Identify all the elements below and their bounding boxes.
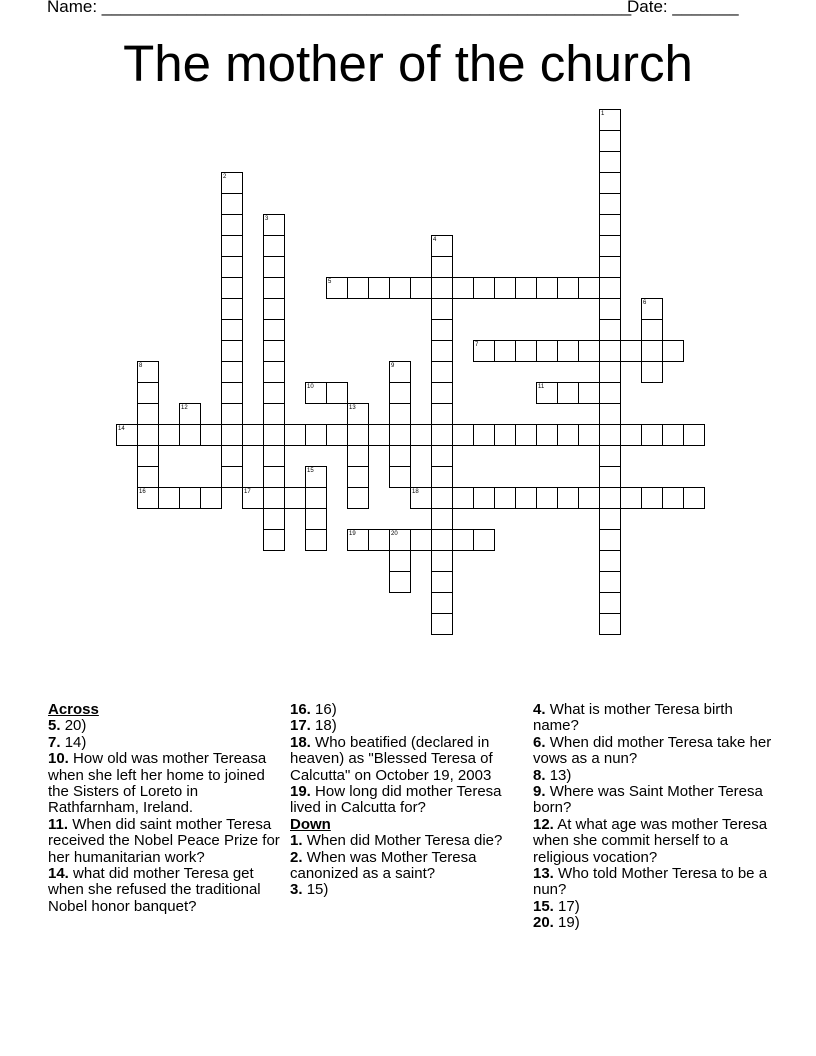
clue-down-15: 15. 17) xyxy=(533,897,580,915)
grid-cell[interactable] xyxy=(389,550,411,572)
grid-cell[interactable] xyxy=(662,340,684,362)
page-title: The mother of the church xyxy=(123,35,693,92)
grid-cell[interactable] xyxy=(221,340,243,362)
grid-cell[interactable] xyxy=(599,172,621,194)
grid-cell[interactable] xyxy=(326,424,348,446)
grid-cell[interactable] xyxy=(578,340,600,362)
grid-cell[interactable] xyxy=(263,277,285,299)
grid-cell[interactable] xyxy=(452,277,474,299)
grid-cell[interactable] xyxy=(263,319,285,341)
clue-down-1: 1. When did Mother Teresa die? xyxy=(290,832,503,850)
grid-cell[interactable] xyxy=(137,382,159,404)
grid-cell[interactable] xyxy=(473,277,495,299)
grid-cell[interactable] xyxy=(158,424,180,446)
grid-cell[interactable] xyxy=(347,424,369,446)
grid-cell[interactable] xyxy=(431,298,453,320)
grid-cell[interactable] xyxy=(431,277,453,299)
grid-clue-number: 14 xyxy=(118,426,125,432)
grid-cell[interactable] xyxy=(263,235,285,257)
grid-cell[interactable] xyxy=(389,466,411,488)
grid-cell[interactable] xyxy=(305,424,327,446)
grid-cell[interactable] xyxy=(578,424,600,446)
grid-cell[interactable] xyxy=(599,235,621,257)
grid-cell[interactable] xyxy=(599,340,621,362)
grid-cell[interactable] xyxy=(431,508,453,530)
grid-cell[interactable] xyxy=(242,424,264,446)
clue-across-19: 19. How long did mother Teresa lived in Calcutta for? xyxy=(290,783,502,817)
grid-cell[interactable] xyxy=(452,529,474,551)
grid-cell[interactable] xyxy=(389,571,411,593)
grid-cell[interactable] xyxy=(221,214,243,236)
grid-cell[interactable] xyxy=(221,403,243,425)
grid-cell[interactable] xyxy=(599,319,621,341)
clue-column-1 xyxy=(48,702,288,915)
grid-cell[interactable] xyxy=(431,319,453,341)
grid-clue-number: 7 xyxy=(475,342,479,348)
grid-cell[interactable] xyxy=(536,277,558,299)
grid-cell[interactable] xyxy=(578,277,600,299)
grid-cell[interactable] xyxy=(599,592,621,614)
grid-cell[interactable] xyxy=(641,340,663,362)
grid-clue-number: 9 xyxy=(391,363,395,369)
grid-cell[interactable] xyxy=(536,424,558,446)
grid-cell[interactable] xyxy=(557,277,579,299)
grid-clue-number: 6 xyxy=(643,300,647,306)
grid-clue-number: 17 xyxy=(244,489,251,495)
grid-cell[interactable] xyxy=(221,235,243,257)
grid-cell[interactable] xyxy=(263,361,285,383)
grid-cell[interactable] xyxy=(620,487,642,509)
grid-cell[interactable] xyxy=(599,613,621,635)
grid-cell[interactable] xyxy=(221,256,243,278)
grid-cell[interactable] xyxy=(599,256,621,278)
grid-cell[interactable] xyxy=(452,487,474,509)
grid-cell[interactable] xyxy=(263,256,285,278)
grid-cell[interactable] xyxy=(221,319,243,341)
grid-cell[interactable] xyxy=(599,298,621,320)
grid-cell[interactable] xyxy=(473,487,495,509)
grid-cell[interactable] xyxy=(179,424,201,446)
grid-cell[interactable] xyxy=(599,487,621,509)
grid-clue-number: 20 xyxy=(391,531,398,537)
grid-cell[interactable] xyxy=(641,424,663,446)
grid-cell[interactable] xyxy=(263,445,285,467)
grid-cell[interactable] xyxy=(410,424,432,446)
grid-cell[interactable] xyxy=(368,529,390,551)
grid-cell[interactable] xyxy=(599,424,621,446)
grid-cell[interactable] xyxy=(599,550,621,572)
grid-cell[interactable] xyxy=(347,487,369,509)
grid-cell[interactable] xyxy=(494,340,516,362)
grid-cell[interactable] xyxy=(599,151,621,173)
clue-down-8: 8. 13) xyxy=(533,766,572,784)
grid-cell[interactable] xyxy=(578,487,600,509)
grid-cell[interactable] xyxy=(494,487,516,509)
grid-cell[interactable] xyxy=(221,382,243,404)
grid-cell[interactable] xyxy=(263,340,285,362)
grid-cell[interactable] xyxy=(431,529,453,551)
grid-cell[interactable] xyxy=(410,277,432,299)
grid-cell[interactable] xyxy=(599,214,621,236)
clue-down-20: 20. 19) xyxy=(533,914,580,932)
grid-clue-number: 4 xyxy=(433,237,437,243)
grid-cell[interactable] xyxy=(200,487,222,509)
grid-cell[interactable] xyxy=(221,445,243,467)
clue-across-17: 17. 18) xyxy=(290,717,337,735)
grid-cell[interactable] xyxy=(683,487,705,509)
grid-cell[interactable] xyxy=(494,424,516,446)
clue-column-2 xyxy=(290,702,530,899)
across-heading: Across xyxy=(48,701,99,718)
grid-cell[interactable] xyxy=(557,340,579,362)
clue-across-18: 18. Who beatified (declared in heaven) as "Blessed Teresa of Calcutta" on October 19, 2003 xyxy=(290,733,493,784)
clue-down-6: 6. When did mother Teresa take her vows as a nun? xyxy=(533,733,772,768)
grid-cell[interactable] xyxy=(431,592,453,614)
grid-cell[interactable] xyxy=(599,445,621,467)
grid-cell[interactable] xyxy=(515,340,537,362)
clue-down-13: 13. Who told Mother Teresa to be a nun? xyxy=(533,865,768,899)
grid-cell[interactable] xyxy=(431,403,453,425)
grid-clue-number: 5 xyxy=(328,279,332,285)
grid-cell[interactable] xyxy=(284,487,306,509)
grid-cell[interactable] xyxy=(599,571,621,593)
grid-clue-number: 3 xyxy=(265,216,269,222)
grid-cell[interactable] xyxy=(263,508,285,530)
grid-clue-number: 1 xyxy=(601,111,605,117)
grid-cell[interactable] xyxy=(473,529,495,551)
clue-down-2: 2. When was Mother Teresa canonized as a saint? xyxy=(290,848,477,883)
grid-cell[interactable] xyxy=(431,487,453,509)
grid-cell[interactable] xyxy=(599,193,621,215)
grid-cell[interactable] xyxy=(389,445,411,467)
grid-cell[interactable] xyxy=(389,403,411,425)
grid-cell[interactable] xyxy=(557,487,579,509)
grid-cell[interactable] xyxy=(452,424,474,446)
grid-cell[interactable] xyxy=(599,529,621,551)
grid-cell[interactable] xyxy=(431,340,453,362)
grid-cell[interactable] xyxy=(347,277,369,299)
grid-cell[interactable] xyxy=(473,424,495,446)
grid-cell[interactable] xyxy=(641,319,663,341)
grid-cell[interactable] xyxy=(263,487,285,509)
grid-cell[interactable] xyxy=(368,424,390,446)
grid-cell[interactable] xyxy=(641,487,663,509)
grid-cell[interactable] xyxy=(515,487,537,509)
grid-cell[interactable] xyxy=(221,298,243,320)
grid-cell[interactable] xyxy=(221,277,243,299)
grid-cell[interactable] xyxy=(263,466,285,488)
grid-cell[interactable] xyxy=(221,424,243,446)
clue-down-3: 3. 15) xyxy=(290,881,329,899)
grid-cell[interactable] xyxy=(431,613,453,635)
grid-cell[interactable] xyxy=(179,487,201,509)
grid-clue-number: 19 xyxy=(349,531,356,537)
grid-cell[interactable] xyxy=(683,424,705,446)
grid-cell[interactable] xyxy=(158,487,180,509)
grid-cell[interactable] xyxy=(431,256,453,278)
grid-cell[interactable] xyxy=(431,382,453,404)
clue-across-16: 16. 16) xyxy=(290,701,337,718)
grid-cell[interactable] xyxy=(326,382,348,404)
grid-cell[interactable] xyxy=(557,382,579,404)
grid-cell[interactable] xyxy=(347,466,369,488)
grid-cell[interactable] xyxy=(263,403,285,425)
clue-across-7: 7. 14) xyxy=(48,733,87,751)
grid-cell[interactable] xyxy=(221,466,243,488)
grid-clue-number: 10 xyxy=(307,384,314,390)
clue-down-12: 12. At what age was mother Teresa when she commit herself to a religious vocation? xyxy=(533,815,768,866)
grid-cell[interactable] xyxy=(263,424,285,446)
grid-clue-number: 18 xyxy=(412,489,419,495)
clue-across-5: 5. 20) xyxy=(48,717,87,735)
clue-across-10: 10. How old was mother Tereasa when she left her home to joined the Sisters of Loreto in Rathfarnham, Ireland. xyxy=(48,750,267,817)
grid-clue-number: 15 xyxy=(307,468,314,474)
grid-cell[interactable] xyxy=(431,445,453,467)
grid-cell[interactable] xyxy=(263,382,285,404)
grid-cell[interactable] xyxy=(305,508,327,530)
grid-cell[interactable] xyxy=(599,130,621,152)
grid-cell[interactable] xyxy=(410,529,432,551)
grid-cell[interactable] xyxy=(305,487,327,509)
grid-cell[interactable] xyxy=(515,277,537,299)
clue-down-4: 4. What is mother Teresa birth name? xyxy=(533,701,733,735)
grid-cell[interactable] xyxy=(389,424,411,446)
grid-cell[interactable] xyxy=(137,403,159,425)
grid-cell[interactable] xyxy=(599,403,621,425)
grid-cell[interactable] xyxy=(557,424,579,446)
clue-across-11: 11. When did saint mother Teresa received the Nobel Peace Prize for her humanitarian work? xyxy=(48,815,280,866)
grid-cell[interactable] xyxy=(221,193,243,215)
clue-column-3 xyxy=(533,702,773,932)
clue-across-14: 14. what did mother Teresa get when she refused the traditional Nobel honor banquet? xyxy=(48,865,261,915)
grid-cell[interactable] xyxy=(641,361,663,383)
grid-cell[interactable] xyxy=(347,445,369,467)
grid-cell[interactable] xyxy=(389,277,411,299)
grid-cell[interactable] xyxy=(599,466,621,488)
grid-clue-number: 8 xyxy=(139,363,143,369)
grid-cell[interactable] xyxy=(599,361,621,383)
grid-clue-number: 13 xyxy=(349,405,356,411)
grid-cell[interactable] xyxy=(578,382,600,404)
grid-cell[interactable] xyxy=(263,529,285,551)
grid-cell[interactable] xyxy=(368,277,390,299)
grid-cell[interactable] xyxy=(137,424,159,446)
grid-cell[interactable] xyxy=(137,466,159,488)
grid-cell[interactable] xyxy=(536,487,558,509)
grid-clue-number: 16 xyxy=(139,489,146,495)
grid-cell[interactable] xyxy=(431,571,453,593)
grid-cell[interactable] xyxy=(137,445,159,467)
grid-cell[interactable] xyxy=(431,466,453,488)
grid-cell[interactable] xyxy=(599,508,621,530)
grid-clue-number: 2 xyxy=(223,174,227,180)
grid-cell[interactable] xyxy=(431,550,453,572)
clue-down-9: 9. Where was Saint Mother Teresa born? xyxy=(533,783,763,817)
date-field-label: Date: _______ xyxy=(627,0,739,16)
down-heading: Down xyxy=(290,815,331,833)
grid-cell[interactable] xyxy=(515,424,537,446)
grid-cell[interactable] xyxy=(494,277,516,299)
grid-cell[interactable] xyxy=(284,424,306,446)
grid-cell[interactable] xyxy=(662,424,684,446)
grid-cell[interactable] xyxy=(431,424,453,446)
grid-cell[interactable] xyxy=(620,340,642,362)
grid-clue-number: 12 xyxy=(181,405,188,411)
grid-cell[interactable] xyxy=(536,340,558,362)
grid-cell[interactable] xyxy=(221,361,243,383)
grid-cell[interactable] xyxy=(599,277,621,299)
grid-cell[interactable] xyxy=(620,424,642,446)
grid-cell[interactable] xyxy=(389,382,411,404)
grid-cell[interactable] xyxy=(431,361,453,383)
grid-clue-number: 11 xyxy=(538,384,545,390)
grid-cell[interactable] xyxy=(263,298,285,320)
grid-cell[interactable] xyxy=(662,487,684,509)
name-field-label: Name: ________________________________________________________ xyxy=(47,0,632,16)
grid-cell[interactable] xyxy=(305,529,327,551)
grid-cell[interactable] xyxy=(599,382,621,404)
grid-cell[interactable] xyxy=(200,424,222,446)
